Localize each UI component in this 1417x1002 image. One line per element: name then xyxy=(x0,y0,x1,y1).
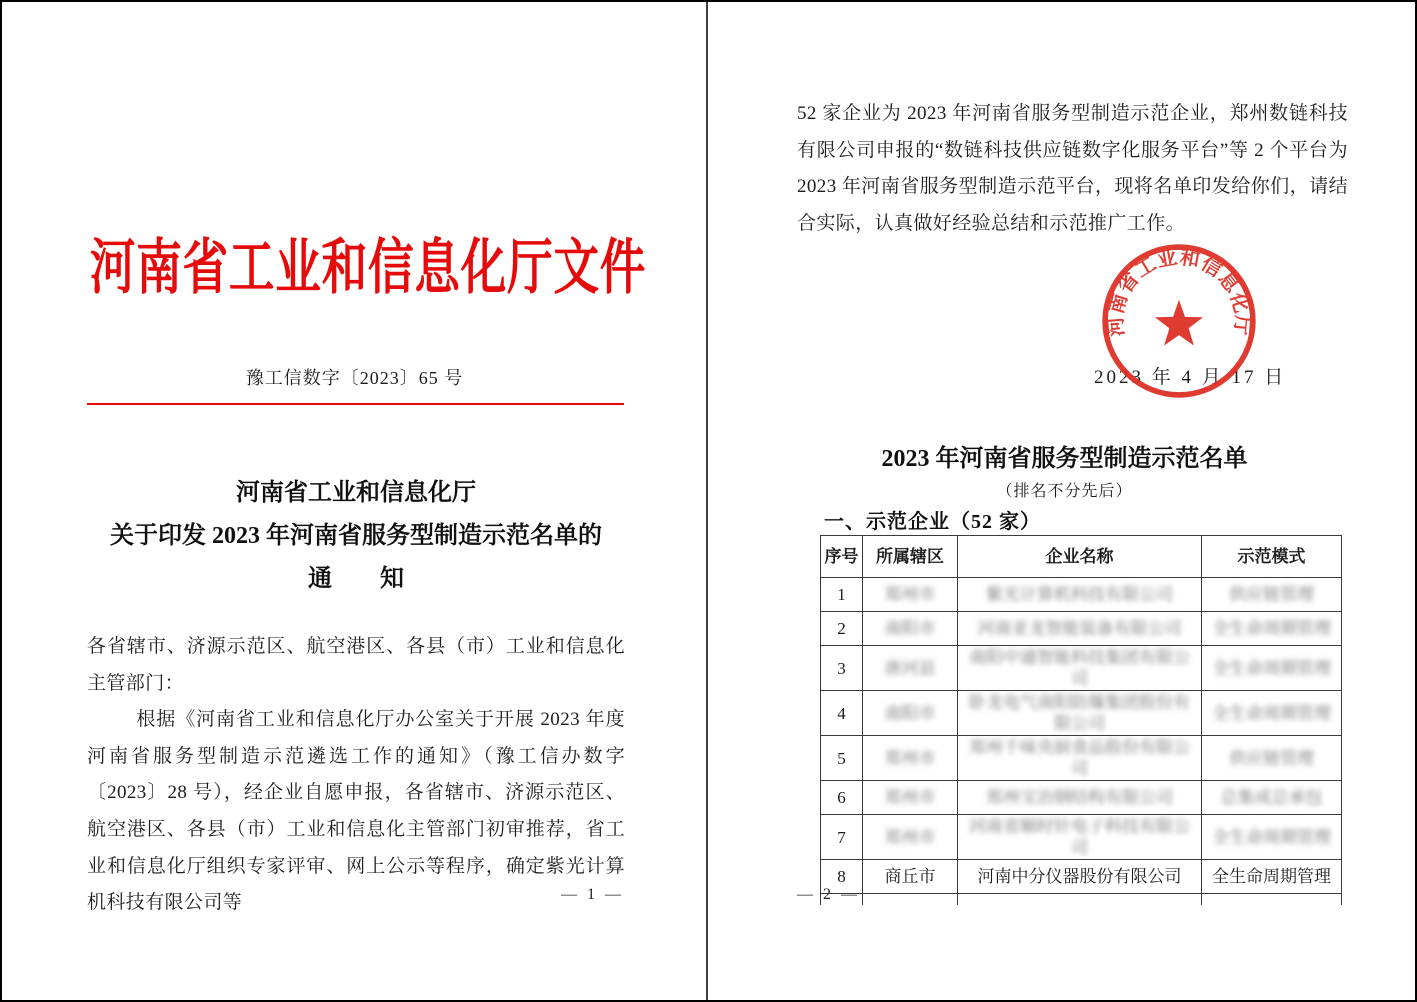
cell-index: 3 xyxy=(821,646,863,691)
seal-star-icon xyxy=(1155,300,1203,346)
page-number-2: — 2 — xyxy=(797,886,860,903)
table-row-partial xyxy=(821,894,1342,905)
cell-mode: 全生命周期管理 xyxy=(1202,612,1342,646)
document-number: 豫工信数字〔2023〕65 号 xyxy=(245,368,464,388)
cell-region: 商丘市 xyxy=(863,860,958,894)
col-header-mode: 示范模式 xyxy=(1202,536,1342,578)
table-row xyxy=(821,860,1342,894)
cell-region: 郑州市 xyxy=(863,815,958,860)
cell-mode: 全生命周期管理 xyxy=(1202,646,1342,691)
body-paragraph: 根据《河南省工业和信息化厅办公室关于开展 2023 年度河南省服务型制造示范遴选工作的通知》（豫工信办数字〔2023〕28 号），经企业自愿申报，各省辖市、济源示范区、航空港区、各县（市）工业和信息化主管部门初审推荐，省工业和信息化厅组织专家评审、网上公示等程序，确定紫光计算机科技有限公司等 xyxy=(87,709,625,914)
cell-region: 郑州市 xyxy=(863,578,958,612)
cell-index: 8 xyxy=(821,860,863,894)
cell-index: 7 xyxy=(821,815,863,860)
cell-company: 郑州千味央厨食品股份有限公司 xyxy=(958,736,1202,781)
cell-mode: 供应链管理 xyxy=(1202,736,1342,781)
cell-mode: 全生命周期管理 xyxy=(1202,860,1342,894)
continuation-paragraph: 52 家企业为 2023 年河南省服务型制造示范企业，郑州数链科技有限公司申报的“数链科技供应链数字化服务平台”等 2 个平台为 2023 年河南省服务型制造示范平台，现将名单印发给你们，请结合实际，认真做好经验总结和示范推广工作。 xyxy=(797,103,1348,234)
table-header-row xyxy=(821,536,1342,578)
cell-mode: 供应链管理 xyxy=(1202,578,1342,612)
page1-body xyxy=(87,629,625,922)
cell-index: 4 xyxy=(821,691,863,736)
cell-region: 南阳市 xyxy=(863,691,958,736)
cell-mode: 全生命周期管理 xyxy=(1202,815,1342,860)
table-row xyxy=(821,815,1342,860)
notice-title xyxy=(36,472,676,601)
list-title: 2023 年河南省服务型制造示范名单 xyxy=(881,446,1248,472)
salutation-paragraph: 各省辖市、济源示范区、航空港区、各县（市）工业和信息化主管部门： xyxy=(87,636,625,694)
section-heading: 一、示范企业（52 家） xyxy=(824,511,1041,533)
col-header-region: 所属辖区 xyxy=(863,536,958,578)
col-header-company: 企业名称 xyxy=(958,536,1202,578)
official-seal xyxy=(1098,240,1260,402)
issue-date: 2023 年 4 月 17 日 xyxy=(1094,367,1287,388)
cell-region: 郑州市 xyxy=(863,781,958,815)
letterhead-title: 河南省工业和信息化厅文件 xyxy=(89,235,647,301)
table-row xyxy=(821,736,1342,781)
cell-index: 5 xyxy=(821,736,863,781)
cell-empty xyxy=(958,894,1202,905)
cell-index: 1 xyxy=(821,578,863,612)
table-row xyxy=(821,578,1342,612)
cell-company: 郑州宝冶钢结构有限公司 xyxy=(958,781,1202,815)
notice-title-line2: 关于印发 2023 年河南省服务型制造示范名单的 xyxy=(110,523,602,549)
list-subtitle: （排名不分先后） xyxy=(996,483,1133,500)
notice-title-line3: 通 知 xyxy=(308,566,404,592)
page2-body xyxy=(797,96,1348,242)
cell-company: 河南中分仪器股份有限公司 xyxy=(958,860,1202,894)
cell-region: 唐河县 xyxy=(863,646,958,691)
cell-company: 卧龙电气南阳防爆集团股份有限公司 xyxy=(958,691,1202,736)
cell-company: 南阳中通智能科技集团有限公司 xyxy=(958,646,1202,691)
page-divider-line xyxy=(706,2,708,1000)
red-rule-divider xyxy=(87,403,624,405)
cell-index: 6 xyxy=(821,781,863,815)
cell-mode: 总集成总承包 xyxy=(1202,781,1342,815)
cell-company: 河南亚龙智能装备有限公司 xyxy=(958,612,1202,646)
page-number-1: — 1 — xyxy=(561,886,624,903)
cell-empty xyxy=(863,894,958,905)
table-row xyxy=(821,691,1342,736)
seal-arc-text: 河南省工业和信息化厅 xyxy=(1104,246,1254,338)
cell-company: 紫光计算机科技有限公司 xyxy=(958,578,1202,612)
table-row xyxy=(821,781,1342,815)
cell-region: 郑州市 xyxy=(863,736,958,781)
cell-index: 2 xyxy=(821,612,863,646)
cell-region: 南阳市 xyxy=(863,612,958,646)
enterprise-table-body xyxy=(821,578,1342,905)
col-header-index: 序号 xyxy=(821,536,863,578)
cell-empty xyxy=(1202,894,1342,905)
enterprise-table xyxy=(820,535,1342,905)
notice-title-line1: 河南省工业和信息化厅 xyxy=(236,480,476,506)
letterhead-banner xyxy=(2,220,707,306)
table-row xyxy=(821,646,1342,691)
cell-company: 河南省顺时针电子科技有限公司 xyxy=(958,815,1202,860)
table-row xyxy=(821,612,1342,646)
cell-mode: 全生命周期管理 xyxy=(1202,691,1342,736)
